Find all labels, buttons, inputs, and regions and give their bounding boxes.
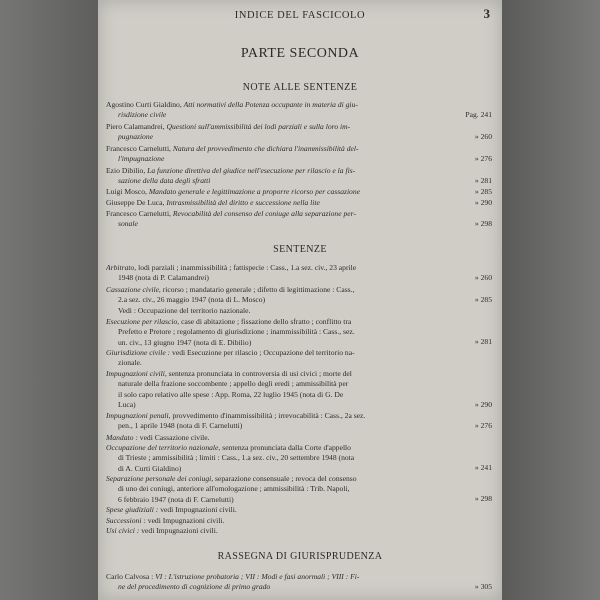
sentenza-page-ref: » 298 xyxy=(474,494,492,503)
sentenza-line: un. civ., 13 giugno 1947 (nota di E. Dibilio) xyxy=(118,337,252,347)
sentenza-entry xyxy=(106,505,486,515)
sentenza-line: separazione consensuale ; revoca del consenso xyxy=(215,474,357,483)
page-prefix: » xyxy=(474,154,479,163)
note-title: Atti normativi della Potenza occupante in materia di giu- xyxy=(183,100,358,109)
page-prefix: » xyxy=(474,176,479,185)
sentenza-line: 2.a sez. civ., 26 maggio 1947 (nota di L. Mosco) xyxy=(118,295,266,305)
note-title: Revocabilità del consenso del coniuge alla separazione per- xyxy=(172,209,356,218)
note-entry xyxy=(106,100,486,121)
sentenza-entry xyxy=(106,369,486,411)
sentenza-keyword: Cassazione civile, xyxy=(106,285,161,294)
sentenza-page-ref: » 260 xyxy=(474,273,492,282)
sentenza-entry xyxy=(106,263,486,284)
sentenza-entry xyxy=(106,474,486,505)
page-value: 260 xyxy=(480,273,492,282)
running-title: INDICE DEL FASCICOLO xyxy=(234,10,366,21)
sentenza-keyword: Usi civici : xyxy=(106,526,140,535)
sentenza-keyword: Impugnazioni penali, xyxy=(106,411,171,420)
note-author: Giuseppe De Luca, xyxy=(106,198,165,207)
sentenza-keyword: Separazione personale dei coniugi, xyxy=(106,474,214,483)
sentenza-page-ref: » 285 xyxy=(474,295,492,304)
page-value: 241 xyxy=(480,463,492,472)
part-title: PARTE SECONDA xyxy=(240,46,360,61)
page-prefix: » xyxy=(474,187,479,196)
sentenza-keyword: Impugnazioni civili, xyxy=(106,369,167,378)
note-author: Francesco Carnelutti, xyxy=(106,144,171,153)
sentenza-keyword: Successioni : xyxy=(106,516,146,525)
sentenza-keyword: Spese giudiziali : xyxy=(106,505,159,514)
page-prefix: » xyxy=(474,132,479,141)
section-title-rassegna: RASSEGNA DI GIURISPRUDENZA xyxy=(217,551,383,562)
page-value: 285 xyxy=(480,187,492,196)
rassegna-line: VI : L'istruzione probatoria ; VII : Modi e fasi anormali ; VIII : Fi- xyxy=(155,572,360,581)
note-page-ref xyxy=(465,110,492,119)
section-title-note: NOTE ALLE SENTENZE xyxy=(242,82,358,93)
note-title: Natura del provvedimento che dichiara l'inammissibilità del- xyxy=(172,144,359,153)
note-page-ref xyxy=(475,154,492,163)
sentenza-line: di Trieste ; ammissibilità ; limiti : Cass., 1.a sez. civ., 20 settembre 1948 (nota xyxy=(118,453,355,463)
sentenza-keyword: Arbitrato, xyxy=(106,263,137,272)
note-author: Francesco Carnelutti, xyxy=(106,209,171,218)
note-author: Luigi Mosco, xyxy=(106,187,147,196)
document-page xyxy=(98,0,502,600)
note-title: La funzione direttiva del giudice nell'esecuzione per rilascio e la fis- xyxy=(147,166,356,175)
note-page-ref xyxy=(475,132,492,141)
sentenza-line: naturale della frazione soccombente ; appello degli eredi ; ammissibilità per xyxy=(118,379,349,389)
sentenza-line: provvedimento d'inammissibilità ; irrevocabilità : Cass., 2a sez. xyxy=(172,411,366,420)
sentenza-line: zionale. xyxy=(118,358,142,368)
note-entry xyxy=(106,198,486,208)
page-value: 276 xyxy=(480,154,492,163)
note-page-ref xyxy=(475,198,492,207)
rassegna-line: ne del procedimento di cognizione di primo grado xyxy=(118,582,271,592)
note-author: Ezio Dibilio, xyxy=(106,166,146,175)
note-title-cont: sazione della data degli sfratti xyxy=(118,176,211,186)
sentenza-entry xyxy=(106,285,486,316)
note-entry xyxy=(106,166,486,187)
sentenza-line: case di abitazione ; fissazione dello sfratto ; conflitto tra xyxy=(181,317,352,326)
note-page-ref xyxy=(475,219,492,228)
sentenza-line: vedi Esecuzione per rilascio ; Occupazione del territorio na- xyxy=(172,348,355,357)
sentenza-line: Luca) xyxy=(118,400,136,410)
page-value: 298 xyxy=(480,219,492,228)
page-value: 276 xyxy=(480,421,492,430)
sentenza-line: Prefetto e Pretore ; regolamento di giurisdizione ; inammissibilità : Cass., sez. xyxy=(118,327,355,337)
sentenza-page-ref: » 276 xyxy=(474,421,492,430)
note-page-ref xyxy=(475,187,492,196)
note-title: Mandato generale e legittimazione a proporre ricorso per cassazione xyxy=(148,187,361,196)
page-value: 281 xyxy=(480,337,492,346)
sentenza-line: vedi Impugnazioni civili. xyxy=(160,505,237,514)
sentenza-entry xyxy=(106,516,486,526)
note-entry xyxy=(106,144,486,165)
rassegna-page-ref: » 305 xyxy=(474,582,492,591)
sentenza-line: 6 febbraio 1947 (nota di F. Carnelutti) xyxy=(118,494,234,504)
page-shadow-right xyxy=(502,0,600,600)
note-entry xyxy=(106,209,486,230)
sentenza-page-ref: » 290 xyxy=(474,400,492,409)
sentenza-line: 1948 (nota di P. Calamandrei) xyxy=(118,273,209,283)
sentenza-entry xyxy=(106,526,486,536)
sentenza-line: Vedi : Occupazione del territorio nazionale. xyxy=(118,305,251,315)
note-title: Intrasmissibilità del diritto e successione nella lite xyxy=(166,198,320,207)
sentenza-line: sentenza pronunciata in controversia di usi civici ; morte del xyxy=(168,369,352,378)
page-value: 281 xyxy=(480,176,492,185)
note-title: Questioni sull'ammissibilità dei lodi parziali e sulla loro im- xyxy=(166,122,351,131)
sentenza-line: ricorso ; mandatario generale ; difetto di legittimazione : Cass., xyxy=(162,285,355,294)
note-author: Piero Calamandrei, xyxy=(106,122,165,131)
page-value: 290 xyxy=(480,198,492,207)
note-title-cont: pugnazione xyxy=(118,132,154,142)
sentenza-entry xyxy=(106,433,486,443)
page-number: 3 xyxy=(483,6,490,21)
page-value: 298 xyxy=(480,494,492,503)
section-title-sentenze: SENTENZE xyxy=(273,244,327,255)
sentenza-line: vedi Cassazione civile. xyxy=(139,433,210,442)
sentenza-entry xyxy=(106,411,486,432)
sentenza-keyword: Giurisdizione civile : xyxy=(106,348,171,357)
page-prefix: » xyxy=(474,198,479,207)
sentenza-line: di A. Curti Gialdino) xyxy=(118,463,182,473)
page-value: 305 xyxy=(480,582,492,591)
sentenza-line: vedi Impugnazioni civili. xyxy=(147,516,225,525)
page-value: 241 xyxy=(480,110,492,119)
note-entry xyxy=(106,122,486,143)
sentenza-line: di uno dei coniugi, anteriore all'omologazione ; ammissibilità : Trib. Napoli, xyxy=(118,484,350,494)
sentenza-page-ref: » 281 xyxy=(474,337,492,346)
sentenza-line: vedi Impugnazioni civili. xyxy=(141,526,218,535)
page-prefix: Pag. xyxy=(465,110,479,119)
note-author: Agostino Curti Gialdino, xyxy=(106,100,182,109)
sentenza-entry xyxy=(106,443,486,474)
sentenza-line: sentenza pronunciata dalla Corte d'appello xyxy=(222,443,351,452)
sentenza-keyword: Occupazione del territorio nazionale, xyxy=(106,443,221,452)
sentenza-keyword: Mandato : xyxy=(106,433,138,442)
rassegna-author: Carlo Calvosa : xyxy=(106,572,154,581)
page-value: 290 xyxy=(480,400,492,409)
page-shadow-left xyxy=(0,0,98,600)
sentenza-entry xyxy=(106,348,486,369)
sentenza-entry xyxy=(106,317,486,348)
rassegna-entry xyxy=(106,572,486,593)
sentenza-page-ref: » 241 xyxy=(474,463,492,472)
note-title-cont: risdizione civile xyxy=(118,110,167,120)
note-entry xyxy=(106,187,486,197)
sentenza-line: il solo capo relativo alle spese : App. Roma, 22 luglio 1945 (nota di G. De xyxy=(118,389,344,399)
sentenza-keyword: Esecuzione per rilascio, xyxy=(106,317,180,326)
page-value: 260 xyxy=(480,132,492,141)
page-value: 285 xyxy=(480,295,492,304)
sentenza-line: pen., 1 aprile 1948 (nota di F. Carnelutti) xyxy=(118,421,243,431)
note-title-cont: l'impugnazione xyxy=(118,154,165,164)
note-page-ref xyxy=(475,176,492,185)
sentenza-line: lodi parziali ; inammissibilità ; fattispecie : Cass., 1.a sez. civ., 23 aprile xyxy=(138,263,357,272)
note-title-cont: sonale xyxy=(118,219,138,229)
page-prefix: » xyxy=(474,219,479,228)
